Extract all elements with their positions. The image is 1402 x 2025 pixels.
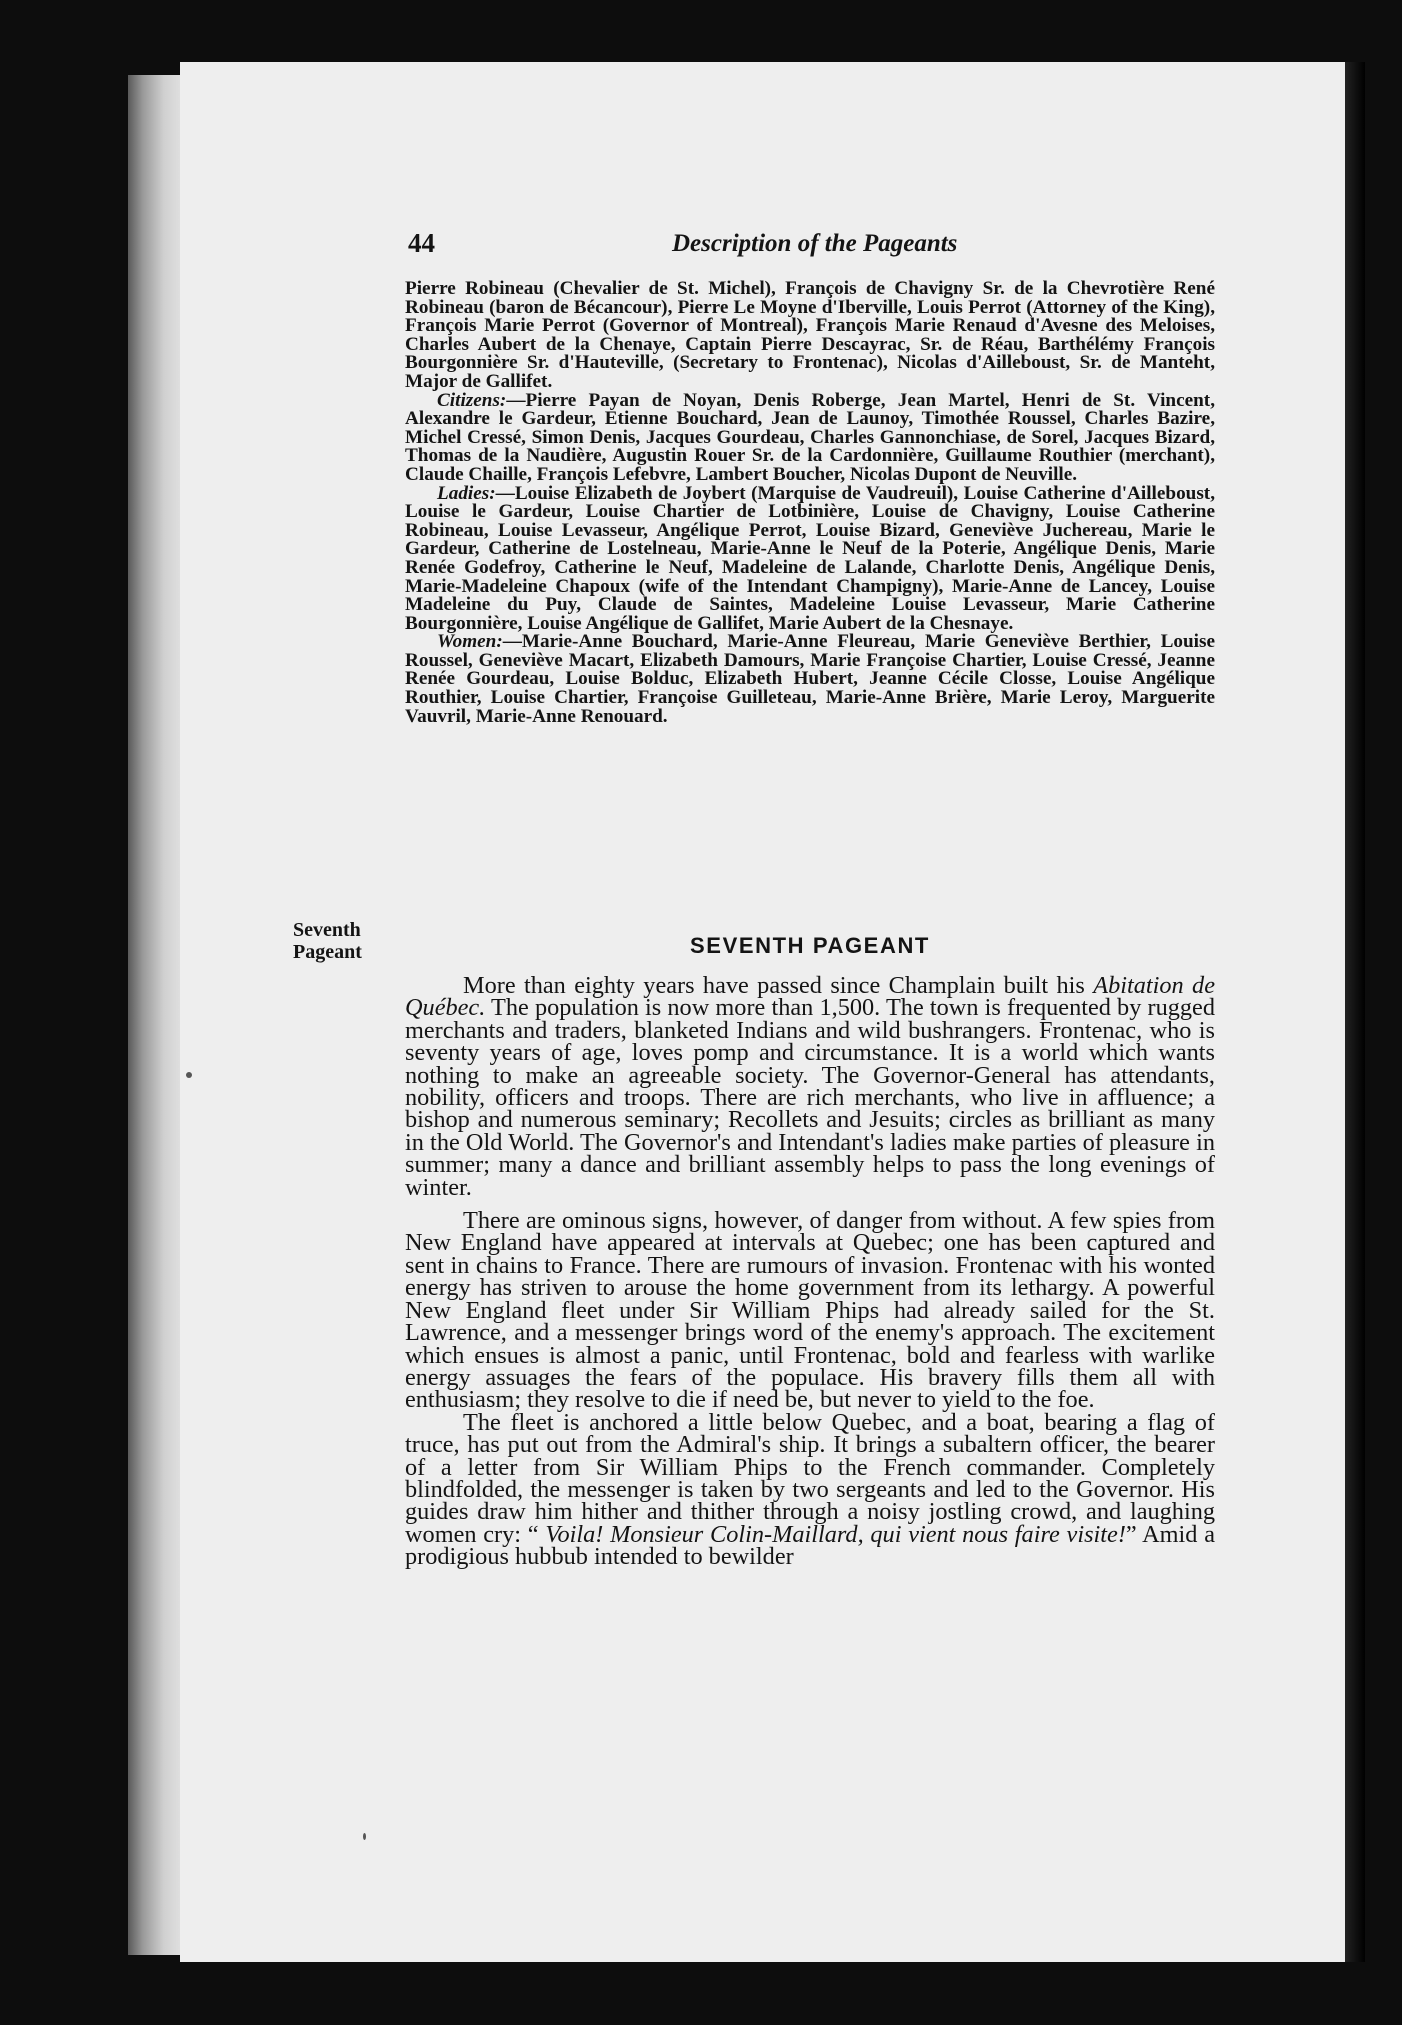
- ink-speck: [363, 1833, 366, 1840]
- p1-italic: Abitation de Québec.: [405, 972, 1215, 1022]
- p3-end: ” Amid a prodigious hubbub intended to bewilder: [405, 1520, 1215, 1571]
- women-text: —Marie-Anne Bouchard, Marie-Anne Fleureau, Marie Geneviève Berthier, Louise Roussel, Geneviève Macart, Elizabeth Damours, Marie Françoise Chartier, Louise Cressé, Jeanne Renée Gourdeau, Louise Bolduc, Elizabeth Hubert, Jeanne Cécile Closse, Louise Angélique Routhier, Louise Chartier, Françoise Guilleteau, Marie-Anne Brière, Marie Leroy, Marguerite Vauvril, Marie-Anne Renouard.: [405, 631, 1215, 727]
- cast-paragraph-citizens: [405, 389, 1215, 485]
- margin-note-line-2: Pageant: [293, 941, 362, 963]
- women-label: Women:: [437, 631, 503, 653]
- page-header: [180, 228, 1348, 268]
- body-paragraph-2: There are ominous signs, however, of danger from without. A few spies from New England have appeared at intervals at Quebec; one has been captured and sent in chains to France. There are rumours of invasion. Frontenac with his wonted energy has striven to arouse the home government from its lethargy. A powerful New England fleet under Sir William Phips had already sailed for the St. Lawrence, and a messenger brings word of the enemy's approach. The excitement which ensues is almost a panic, until Frontenac, bold and fearless with warlike energy assuages the fears of the populace. His bravery fills them all with enthusiasm; they resolve to die if need be, but never to yield to the foe.: [405, 1207, 1215, 1414]
- body-paragraph-1: [405, 972, 1215, 1201]
- p3-start: The fleet is anchored a little below Quebec, and a boat, bearing a flag of truce, has put out from the Admiral's ship. It brings a subaltern officer, the bearer of a letter from Sir William Phips to the French commander. Completely blindfolded, the messenger is taken by two sergeants and led to the Governor. His guides draw him hither and thither through a noisy jostling crowd, and laughing women cry: “: [405, 1408, 1215, 1548]
- book-gutter-edge: [128, 75, 188, 1955]
- section-title: SEVENTH PAGEANT: [690, 933, 930, 958]
- body-paragraph-3: [405, 1408, 1215, 1571]
- cast-paragraph-women: [405, 633, 1215, 726]
- p3-italic: Voila! Monsieur Colin-Maillard, qui vient nous faire visite!: [545, 1520, 1126, 1548]
- book-page: [180, 62, 1348, 1962]
- body-text: [405, 972, 1215, 1571]
- margin-note: [293, 919, 362, 963]
- ink-speck: [186, 1072, 192, 1078]
- ladies-label: Ladies:: [437, 482, 496, 504]
- cast-paragraph-ladies: [405, 482, 1215, 634]
- p1-rest: The population is now more than 1,500. The town is frequented by rugged merchants and traders, blanketed Indians and wild bushrangers. Frontenac, who is seventy years of age, loves pomp and circumstance. It is a world which wants nothing to make an agreeable society. The Governor-General has attendants, nobility, officers and troops. There are rich merchants, who live in affluence; a bishop and numerous seminary; Recollets and Jesuits; circles as brilliant as many in the Old World. The Governor's and Intendant's ladies make parties of pleasure in summer; many a dance and brilliant assembly helps to pass the long evenings of winter.: [405, 994, 1215, 1201]
- page-number: 44: [408, 228, 435, 258]
- citizens-label: Citizens:: [437, 389, 507, 411]
- citizens-text: —Pierre Payan de Noyan, Denis Roberge, Jean Martel, Henri de St. Vincent, Alexandre le Gardeur, Etienne Bouchard, Jean de Launoy, Timothée Roussel, Charles Bazire, Michel Cressé, Simon Denis, Jacques Gourdeau, Charles Gannonchiase, de Sorel, Jacques Bizard, Thomas de la Naudière, Augustin Rouer Sr. de la Cardonnière, Guillaume Routhier (merchant), Claude Chaille, François Lefebvre, Lambert Boucher, Nicolas Dupont de Neuville.: [405, 389, 1215, 485]
- running-head: Description of the Pageants: [672, 230, 958, 257]
- p1-start: More than eighty years have passed since Champlain built his: [463, 972, 1094, 999]
- ladies-text: —Louise Elizabeth de Joybert (Marquise de Vaudreuil), Louise Catherine d'Ailleboust, Louise le Gardeur, Louise Chartier de Lotbinière, Louise de Chavigny, Louise Catherine Robineau, Louise Levasseur, Angélique Perrot, Louise Bizard, Geneviève Juchereau, Marie le Gardeur, Catherine de Lostelneau, Marie-Anne le Neuf de la Poterie, Angélique Denis, Marie Renée Godefroy, Catherine le Neuf, Madeleine de Lalande, Charlotte Denis, Angélique Denis, Marie-Madeleine Chapoux (wife of the Intendant Champigny), Marie-Anne de Lancey, Louise Madeleine du Puy, Claude de Saintes, Madeleine Louise Levasseur, Marie Catherine Bourgonnière, Louise Angélique de Gallifet, Marie Aubert de la Chesnaye.: [405, 482, 1215, 634]
- cast-list: [405, 280, 1215, 726]
- page-right-shadow: [1345, 62, 1365, 1962]
- margin-note-line-1: Seventh: [293, 919, 361, 941]
- cast-paragraph-nobles: Pierre Robineau (Chevalier de St. Michel), François de Chavigny Sr. de la Chevrotière René Robineau (baron de Bécancour), Pierre Le Moyne d'Iberville, Louis Perrot (Attorney of the King), François Marie Perrot (Governor of Montreal), François Marie Renaud d'Avesne des Meloises, Charles Aubert de la Chenaye, Captain Pierre Descayrac, Sr. de Réau, Barthélémy François Bourgonnière Sr. d'Hauteville, (Secretary to Frontenac), Nicolas d'Ailleboust, Sr. de Manteht, Major de Gallifet.: [405, 278, 1215, 392]
